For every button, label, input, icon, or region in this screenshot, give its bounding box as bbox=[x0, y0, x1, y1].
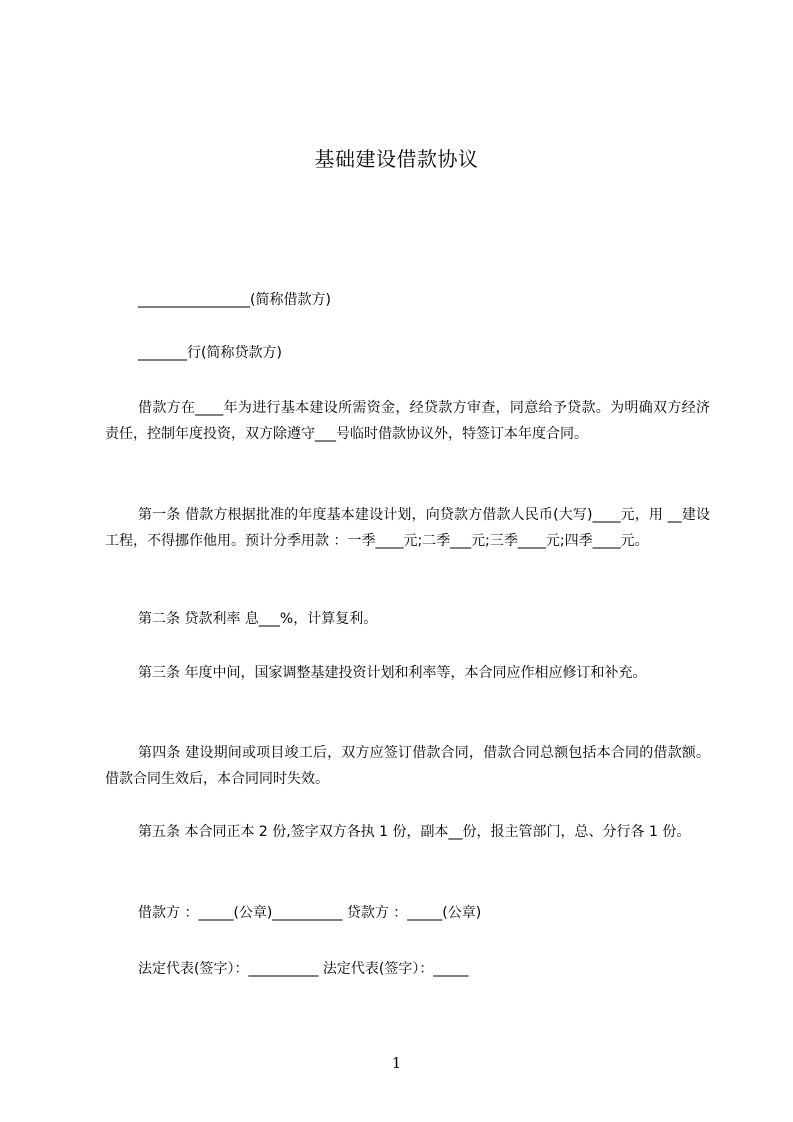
preamble-paragraph: 借款方在____年为进行基本建设所需资金，经贷款方审查，同意给予贷款。为明确双方经济责任，控制年度投资，双方除遵守___号临时借款协议外，特签订本年度合同。 bbox=[105, 400, 710, 442]
article-1-paragraph: 第一条 借款方根据批准的年度基本建设计划，向贷款方借款人民币(大写)____元，用 __建设工程，不得挪作他用。预计分季用款 ：一季____元;二季___元;三季____元;四季____元。 bbox=[105, 507, 710, 549]
article-5-paragraph: 第五条 本合同正本 2 份,签字双方各执 1 份，副本__份，报主管部门，总、分行各 1 份。 bbox=[138, 824, 691, 840]
page-number: 1 bbox=[391, 1054, 402, 1072]
article-3-paragraph: 第三条 年度中间，国家调整基建投资计划和利率等，本合同应作相应修订和补充。 bbox=[138, 665, 647, 681]
article-4-paragraph: 第四条 建设期间或项目竣工后，双方应签订借款合同，借款合同总额包括本合同的借款额。借款合同生效后，本合同同时失效。 bbox=[105, 745, 710, 787]
borrower-line: ________________(简称借款方) bbox=[138, 292, 331, 308]
lender-line: _______行(简称贷款方) bbox=[138, 345, 282, 361]
document-title: 基础建设借款协议 bbox=[314, 147, 479, 171]
representative-line: 法定代表(签字）：__________ 法定代表(签字）：_____ bbox=[138, 961, 469, 977]
article-2-paragraph: 第二条 贷款利率 息___%，计算复利。 bbox=[138, 611, 378, 627]
signature-line: 借款方 ：_____(公章)__________ 贷款方 ：_____(公章) bbox=[138, 905, 482, 921]
